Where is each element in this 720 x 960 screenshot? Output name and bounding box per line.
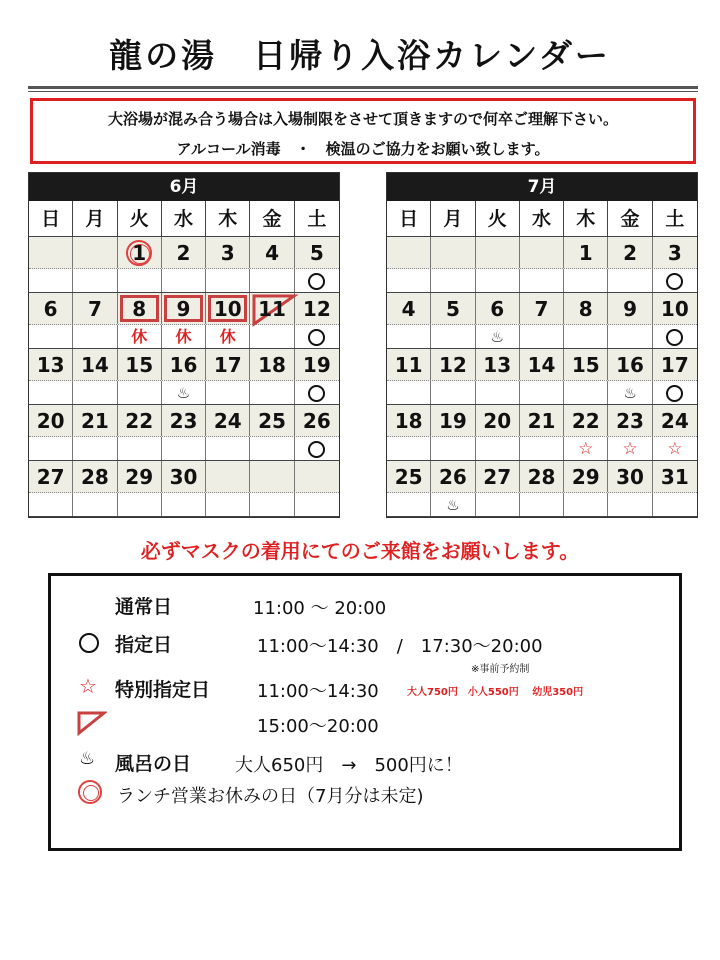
- day-cell-6: [476, 293, 520, 324]
- week-mark-row: [29, 381, 339, 405]
- day-number: 4: [401, 297, 416, 321]
- day-number: 8: [578, 297, 593, 321]
- day-number: 18: [258, 353, 286, 377]
- day-number: 11: [258, 297, 286, 321]
- empty-mark-cell: [387, 325, 431, 348]
- legend-normal-label: 通常日: [115, 596, 173, 618]
- empty-mark-cell: [653, 493, 697, 516]
- empty-mark-cell: [206, 381, 250, 404]
- day-cell-12: [295, 293, 339, 324]
- weekday-label: 日: [29, 201, 73, 236]
- day-number: 26: [302, 409, 331, 433]
- empty-mark-cell: [29, 325, 73, 348]
- empty-mark-cell: [29, 493, 73, 516]
- day-number: 25: [258, 409, 286, 433]
- empty-mark-cell: [162, 437, 206, 460]
- legend-evening-time: 15:00～20:00: [257, 716, 379, 737]
- empty-mark-cell: [387, 381, 431, 404]
- day-number: 30: [169, 465, 198, 489]
- week-mark-row: [29, 325, 339, 349]
- day-cell-31: [653, 461, 697, 492]
- star-icon: ☆: [608, 437, 652, 460]
- day-cell-13: [476, 349, 520, 380]
- trapezoid-flag-icon: [77, 710, 107, 736]
- legend-special-prices: 大人750円 小人550円 幼児350円: [407, 687, 584, 698]
- week-date-row: [387, 349, 697, 381]
- empty-mark-cell: [162, 269, 206, 292]
- legend-box: [48, 573, 682, 851]
- weekday-label: 水: [162, 201, 206, 236]
- weekday-label: 金: [608, 201, 652, 236]
- weekday-label: 火: [118, 201, 162, 236]
- legend-reservation-note: ※事前予約制: [471, 664, 530, 675]
- circle-icon: [666, 385, 683, 402]
- day-cell-5: [431, 293, 475, 324]
- day-number: 24: [213, 409, 242, 433]
- day-cell-4: [250, 237, 294, 268]
- week-date-row: [387, 405, 697, 437]
- week-mark-row: [387, 437, 697, 461]
- day-number: 21: [527, 409, 556, 433]
- circle-icon: [79, 633, 99, 653]
- star-icon: ☆: [79, 674, 97, 698]
- week-mark-row: [387, 269, 697, 293]
- empty-day-cell: [476, 237, 520, 268]
- day-number: 3: [667, 241, 682, 265]
- day-cell-25: [250, 405, 294, 436]
- day-number: 27: [483, 465, 512, 489]
- circle-icon: [666, 273, 683, 290]
- day-number: 29: [571, 465, 600, 489]
- empty-mark-cell: [162, 493, 206, 516]
- week-date-row: [29, 237, 339, 269]
- weekday-label: 金: [250, 201, 294, 236]
- empty-mark-cell: [608, 493, 652, 516]
- day-number: 19: [302, 353, 331, 377]
- empty-mark-cell: [250, 325, 294, 348]
- day-number: 15: [125, 353, 154, 377]
- day-cell-8: [564, 293, 608, 324]
- day-number: 22: [571, 409, 600, 433]
- day-cell-13: [29, 349, 73, 380]
- week-mark-row: [387, 325, 697, 349]
- empty-mark-cell: [520, 381, 564, 404]
- weekday-label: 水: [520, 201, 564, 236]
- day-cell-9: [608, 293, 652, 324]
- day-number: 25: [394, 465, 423, 489]
- day-number: 1: [578, 241, 593, 265]
- day-cell-29: [118, 461, 162, 492]
- hot-spring-icon: ♨: [476, 325, 520, 348]
- day-number: 29: [125, 465, 154, 489]
- weekday-label: 木: [564, 201, 608, 236]
- empty-mark-cell: [73, 493, 117, 516]
- circle-icon: [308, 273, 325, 290]
- week-date-row: [387, 461, 697, 493]
- empty-mark-cell: [564, 493, 608, 516]
- empty-mark-cell: [295, 493, 339, 516]
- empty-mark-cell: [250, 437, 294, 460]
- day-cell-17: [653, 349, 697, 380]
- weekday-header-row: [29, 201, 339, 237]
- circle-icon: [666, 329, 683, 346]
- day-cell-19: [295, 349, 339, 380]
- week-date-row: [29, 405, 339, 437]
- empty-mark-cell: [476, 493, 520, 516]
- designated-day-mark: [295, 437, 339, 460]
- empty-day-cell: [29, 237, 73, 268]
- circle-icon: [308, 329, 325, 346]
- day-cell-27: [476, 461, 520, 492]
- day-number: 10: [660, 297, 689, 321]
- legend-lunch-closed: ランチ営業お休みの日（7月分は未定): [117, 786, 424, 807]
- day-number: 4: [265, 241, 279, 265]
- day-number: 11: [394, 353, 423, 377]
- day-cell-4: [387, 293, 431, 324]
- empty-mark-cell: [206, 493, 250, 516]
- empty-mark-cell: [476, 381, 520, 404]
- week-date-row: [29, 461, 339, 493]
- weekday-header-row: [387, 201, 697, 237]
- day-number: 7: [87, 297, 102, 321]
- designated-day-mark: [653, 269, 697, 292]
- calendar-month-header: 7月: [387, 173, 697, 201]
- day-cell-12: [431, 349, 475, 380]
- circle-icon: [308, 441, 325, 458]
- day-cell-23: [608, 405, 652, 436]
- week-mark-row: [29, 437, 339, 461]
- day-cell-8: [118, 293, 162, 324]
- empty-mark-cell: [520, 269, 564, 292]
- day-cell-18: [250, 349, 294, 380]
- empty-mark-cell: [387, 437, 431, 460]
- empty-mark-cell: [250, 381, 294, 404]
- day-number: 6: [43, 297, 58, 321]
- empty-day-cell: [73, 237, 117, 268]
- empty-mark-cell: [118, 381, 162, 404]
- day-cell-7: [73, 293, 117, 324]
- empty-mark-cell: [387, 269, 431, 292]
- day-number: 31: [660, 465, 689, 489]
- title-rule-thin: [28, 91, 698, 92]
- calendar-june: [28, 172, 340, 518]
- day-number: 14: [81, 353, 109, 377]
- day-cell-23: [162, 405, 206, 436]
- day-cell-1: [118, 237, 162, 268]
- closed-day-mark: 休: [206, 325, 250, 348]
- empty-mark-cell: [387, 493, 431, 516]
- week-mark-row: [29, 269, 339, 293]
- notice-box: [30, 98, 696, 164]
- day-cell-6: [29, 293, 73, 324]
- designated-day-mark: [653, 381, 697, 404]
- weekday-label: 月: [431, 201, 475, 236]
- designated-day-mark: [295, 269, 339, 292]
- calendar-july: [386, 172, 698, 518]
- week-mark-row: [29, 493, 339, 517]
- day-cell-16: [608, 349, 652, 380]
- day-cell-21: [520, 405, 564, 436]
- day-cell-2: [608, 237, 652, 268]
- day-cell-26: [431, 461, 475, 492]
- hot-spring-icon: ♨: [608, 381, 652, 404]
- hot-spring-icon: ♨: [79, 748, 96, 769]
- calendar-month-header: 6月: [29, 173, 339, 201]
- legend-special-label: 特別指定日: [115, 679, 211, 701]
- empty-mark-cell: [431, 437, 475, 460]
- notice-line-2: アルコール消毒 ・ 検温のご協力をお願い致します。: [176, 140, 550, 158]
- empty-mark-cell: [73, 269, 117, 292]
- day-cell-26: [295, 405, 339, 436]
- empty-mark-cell: [73, 381, 117, 404]
- empty-mark-cell: [29, 381, 73, 404]
- empty-mark-cell: [250, 269, 294, 292]
- empty-day-cell: [431, 237, 475, 268]
- empty-mark-cell: [564, 325, 608, 348]
- weekday-label: 月: [73, 201, 117, 236]
- page-title: 龍の湯 日帰り入浴カレンダー: [109, 36, 611, 75]
- double-circle-icon: [78, 780, 102, 804]
- day-number: 27: [36, 465, 65, 489]
- day-cell-15: [564, 349, 608, 380]
- empty-mark-cell: [29, 437, 73, 460]
- day-number: 24: [660, 409, 689, 433]
- week-date-row: [29, 349, 339, 381]
- day-cell-2: [162, 237, 206, 268]
- star-icon: ☆: [564, 437, 608, 460]
- week-mark-row: [387, 493, 697, 517]
- day-number: 17: [213, 353, 242, 377]
- empty-mark-cell: [476, 437, 520, 460]
- day-cell-15: [118, 349, 162, 380]
- empty-mark-cell: [118, 269, 162, 292]
- week-mark-row: [387, 381, 697, 405]
- day-number: 13: [483, 353, 512, 377]
- empty-mark-cell: [476, 269, 520, 292]
- day-number: 26: [439, 465, 467, 489]
- calendar-weeks: [387, 237, 697, 517]
- empty-mark-cell: [73, 325, 117, 348]
- empty-mark-cell: [564, 381, 608, 404]
- week-date-row: [387, 237, 697, 269]
- day-number: 23: [169, 409, 198, 433]
- day-cell-14: [73, 349, 117, 380]
- day-cell-11: [387, 349, 431, 380]
- empty-day-cell: [387, 237, 431, 268]
- day-cell-21: [73, 405, 117, 436]
- empty-mark-cell: [564, 269, 608, 292]
- day-cell-1: [564, 237, 608, 268]
- star-icon: ☆: [667, 439, 683, 459]
- day-cell-29: [564, 461, 608, 492]
- day-cell-20: [476, 405, 520, 436]
- day-cell-22: [118, 405, 162, 436]
- empty-mark-cell: [118, 437, 162, 460]
- empty-mark-cell: [608, 269, 652, 292]
- day-number: 10: [213, 297, 242, 321]
- empty-mark-cell: [431, 269, 475, 292]
- empty-mark-cell: [118, 493, 162, 516]
- empty-mark-cell: [431, 325, 475, 348]
- empty-mark-cell: [520, 437, 564, 460]
- day-number: 14: [527, 353, 556, 377]
- weekday-label: 日: [387, 201, 431, 236]
- notice-line-1: 大浴場が混み合う場合は入場制限をさせて頂きますので何卒ご理解下さい。: [107, 110, 618, 128]
- closed-day-mark: 休: [118, 325, 162, 348]
- day-cell-3: [206, 237, 250, 268]
- closed-day-mark: 休: [162, 325, 206, 348]
- empty-day-cell: [250, 461, 294, 492]
- empty-mark-cell: [520, 493, 564, 516]
- week-date-row: [387, 293, 697, 325]
- legend-special-time: 11:00～14:30: [257, 681, 379, 702]
- day-cell-28: [73, 461, 117, 492]
- mask-message: 必ずマスクの着用にてのご来館をお願いします。: [140, 539, 580, 563]
- calendar-weeks: [29, 237, 339, 517]
- empty-day-cell: [295, 461, 339, 492]
- day-number: 12: [302, 297, 331, 321]
- day-number: 12: [439, 353, 467, 377]
- legend-bath-price: 大人650円 → 500円に！: [235, 755, 463, 776]
- designated-day-mark: [295, 381, 339, 404]
- day-cell-5: [295, 237, 339, 268]
- day-cell-14: [520, 349, 564, 380]
- day-number: 3: [220, 241, 235, 265]
- empty-mark-cell: [608, 325, 652, 348]
- legend-designated-label: 指定日: [115, 634, 173, 656]
- day-cell-28: [520, 461, 564, 492]
- empty-mark-cell: [73, 437, 117, 460]
- day-number: 17: [660, 353, 689, 377]
- day-number: 2: [176, 241, 191, 265]
- day-cell-18: [387, 405, 431, 436]
- day-number: 9: [623, 297, 637, 321]
- weekday-label: 木: [206, 201, 250, 236]
- day-number: 28: [527, 465, 556, 489]
- designated-day-mark: [295, 325, 339, 348]
- day-number: 6: [490, 297, 505, 321]
- day-cell-27: [29, 461, 73, 492]
- empty-mark-cell: [206, 269, 250, 292]
- day-number: 9: [176, 297, 191, 321]
- empty-mark-cell: [431, 381, 475, 404]
- day-number: 5: [309, 241, 324, 265]
- day-number: 15: [571, 353, 600, 377]
- day-number: 18: [394, 409, 423, 433]
- weekday-label: 土: [307, 208, 327, 230]
- designated-day-mark: [653, 325, 697, 348]
- day-cell-16: [162, 349, 206, 380]
- hot-spring-icon: ♨: [162, 381, 206, 404]
- day-number: 20: [36, 409, 65, 433]
- day-cell-9: [162, 293, 206, 324]
- day-number: 28: [81, 465, 109, 489]
- weekday-label: 土: [665, 208, 685, 230]
- day-number: 21: [81, 409, 109, 433]
- empty-mark-cell: [29, 269, 73, 292]
- day-number: 23: [616, 409, 644, 433]
- day-number: 20: [483, 409, 512, 433]
- day-cell-3: [653, 237, 697, 268]
- day-number: 16: [616, 353, 644, 377]
- day-number: 30: [616, 465, 644, 489]
- day-cell-22: [564, 405, 608, 436]
- day-number: 8: [132, 297, 147, 321]
- day-cell-20: [29, 405, 73, 436]
- day-number: 22: [125, 409, 154, 433]
- day-number: 7: [534, 297, 549, 321]
- day-number: 5: [445, 297, 460, 321]
- empty-mark-cell: [520, 325, 564, 348]
- empty-day-cell: [520, 237, 564, 268]
- day-cell-24: [206, 405, 250, 436]
- legend-bath-label: 風呂の日: [115, 753, 192, 775]
- day-cell-10: [206, 293, 250, 324]
- day-cell-30: [162, 461, 206, 492]
- day-cell-10: [653, 293, 697, 324]
- day-number: 1: [132, 241, 147, 265]
- weekday-label: 火: [476, 201, 520, 236]
- empty-day-cell: [206, 461, 250, 492]
- hot-spring-icon: ♨: [431, 493, 475, 516]
- circle-icon: [308, 385, 325, 402]
- day-cell-17: [206, 349, 250, 380]
- title-rule: [28, 86, 698, 89]
- day-cell-25: [387, 461, 431, 492]
- legend-normal-time: 11:00 ～ 20:00: [253, 598, 387, 619]
- day-cell-30: [608, 461, 652, 492]
- legend-designated-time: 11:00～14:30 / 17:30～20:00: [257, 636, 543, 657]
- day-number: 2: [623, 241, 637, 265]
- day-number: 19: [439, 409, 467, 433]
- empty-mark-cell: [206, 437, 250, 460]
- day-number: 16: [169, 353, 198, 377]
- day-number: 13: [36, 353, 65, 377]
- day-cell-24: [653, 405, 697, 436]
- empty-mark-cell: [250, 493, 294, 516]
- day-cell-19: [431, 405, 475, 436]
- day-cell-7: [520, 293, 564, 324]
